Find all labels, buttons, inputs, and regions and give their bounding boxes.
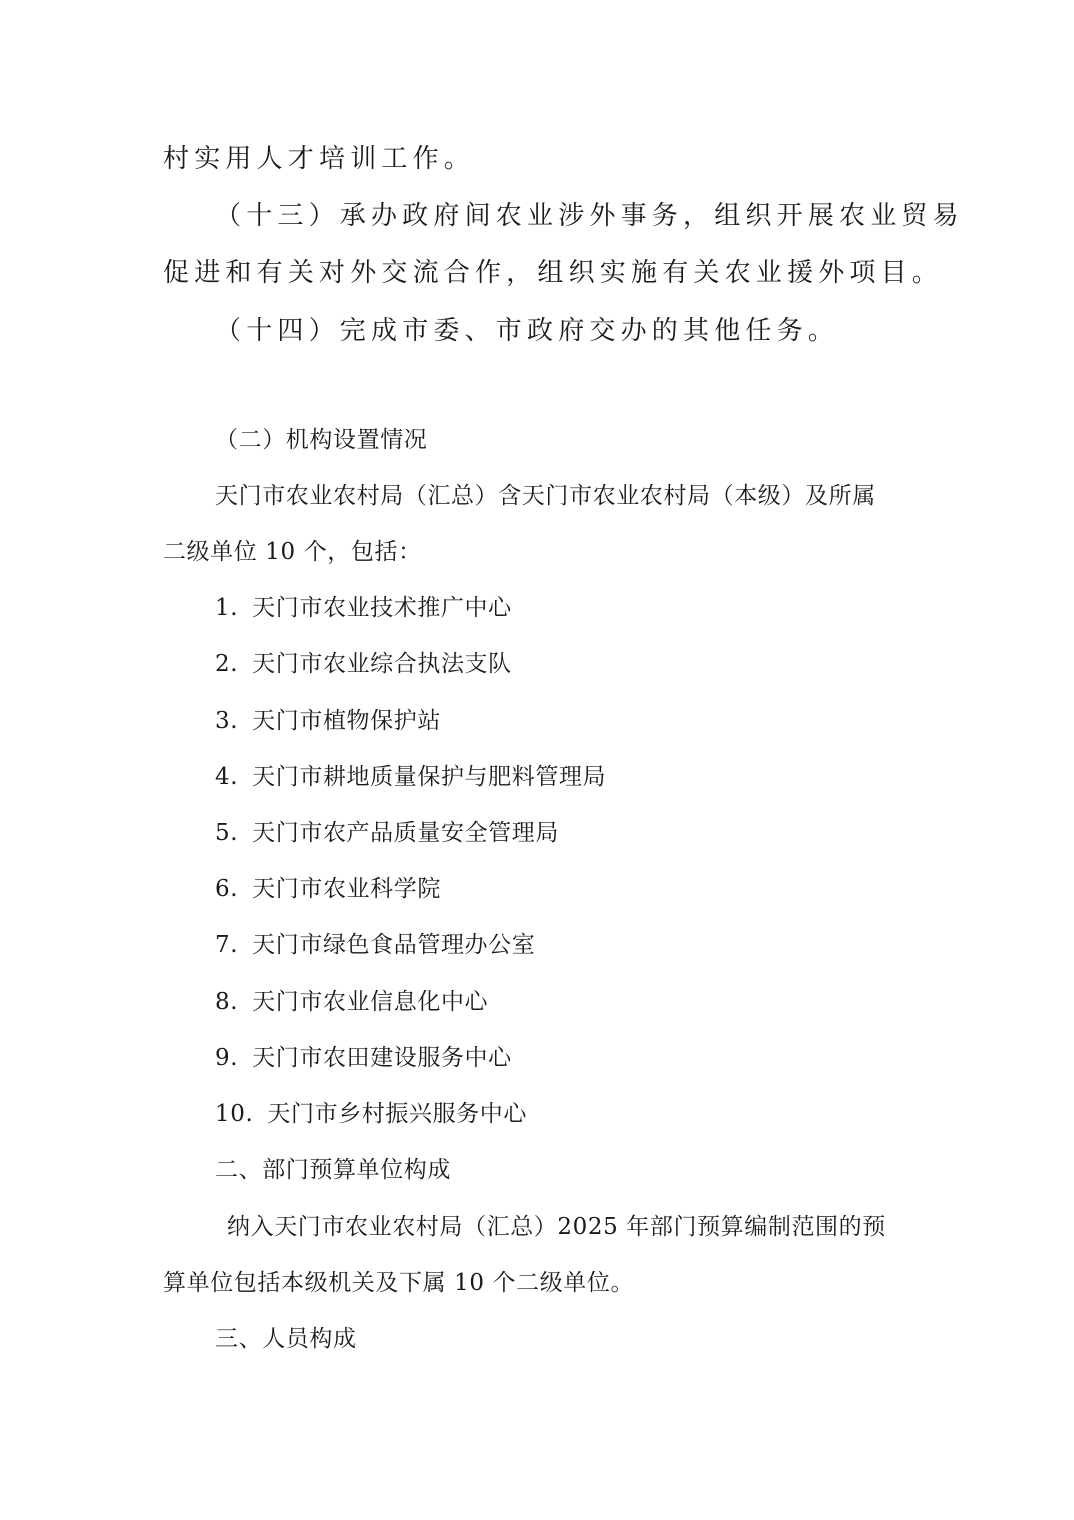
budget-units-para-line-1: 纳入天门市农业农村局（汇总）2025 年部门预算编制范围的预 [227, 1214, 886, 1240]
budget-units-heading: 二、部门预算单位构成 [215, 1157, 451, 1183]
unit-name: 天门市绿色食品管理办公室 [252, 932, 536, 958]
unit-name: 天门市农田建设服务中心 [252, 1045, 512, 1071]
item-14: （十四）完成市委、市政府交办的其他任务。 [215, 316, 840, 346]
unit-name: 天门市农业综合执法支队 [252, 651, 512, 677]
unit-list-item [215, 934, 535, 957]
unit-list-item [215, 653, 512, 676]
unit-list-item [215, 991, 488, 1014]
unit-name: 天门市植物保护站 [252, 708, 441, 734]
unit-name: 天门市乡村振兴服务中心 [267, 1101, 527, 1127]
unit-list-item [215, 710, 441, 733]
unit-number: 4. [215, 764, 239, 790]
unit-number: 9. [215, 1045, 239, 1071]
item-13-line-2: 促进和有关对外交流合作，组织实施有关农业援外项目。 [163, 258, 944, 288]
unit-number: 1. [215, 595, 239, 621]
unit-name: 天门市耕地质量保护与肥料管理局 [252, 764, 607, 790]
unit-list-item [215, 1103, 527, 1126]
unit-list-item [215, 878, 441, 901]
unit-name: 天门市农业科学院 [252, 876, 441, 902]
org-setup-intro-line-2: 二级单位 10 个，包括： [163, 539, 422, 565]
unit-number: 10. [215, 1101, 254, 1127]
unit-number: 3. [215, 708, 239, 734]
org-setup-heading: （二）机构设置情况 [215, 427, 428, 453]
unit-list-item [215, 1047, 512, 1070]
budget-units-para-line-2: 算单位包括本级机关及下属 10 个二级单位。 [163, 1270, 635, 1296]
unit-number: 6. [215, 876, 239, 902]
unit-name: 天门市农产品质量安全管理局 [252, 820, 559, 846]
org-setup-intro-line-1: 天门市农业农村局（汇总）含天门市农业农村局（本级）及所属 [215, 483, 876, 509]
unit-number: 8. [215, 989, 239, 1015]
paragraph-continuation: 村实用人才培训工作。 [163, 144, 476, 174]
staff-heading: 三、人员构成 [215, 1326, 357, 1352]
unit-number: 2. [215, 651, 239, 677]
unit-list-item [215, 766, 606, 789]
unit-number: 7. [215, 932, 239, 958]
unit-name: 天门市农业信息化中心 [252, 989, 489, 1015]
unit-name: 天门市农业技术推广中心 [252, 595, 512, 621]
unit-list-item [215, 822, 559, 845]
item-13-line-1: （十三）承办政府间农业涉外事务，组织开展农业贸易 [215, 201, 964, 231]
unit-number: 5. [215, 820, 239, 846]
unit-list-item [215, 597, 512, 620]
